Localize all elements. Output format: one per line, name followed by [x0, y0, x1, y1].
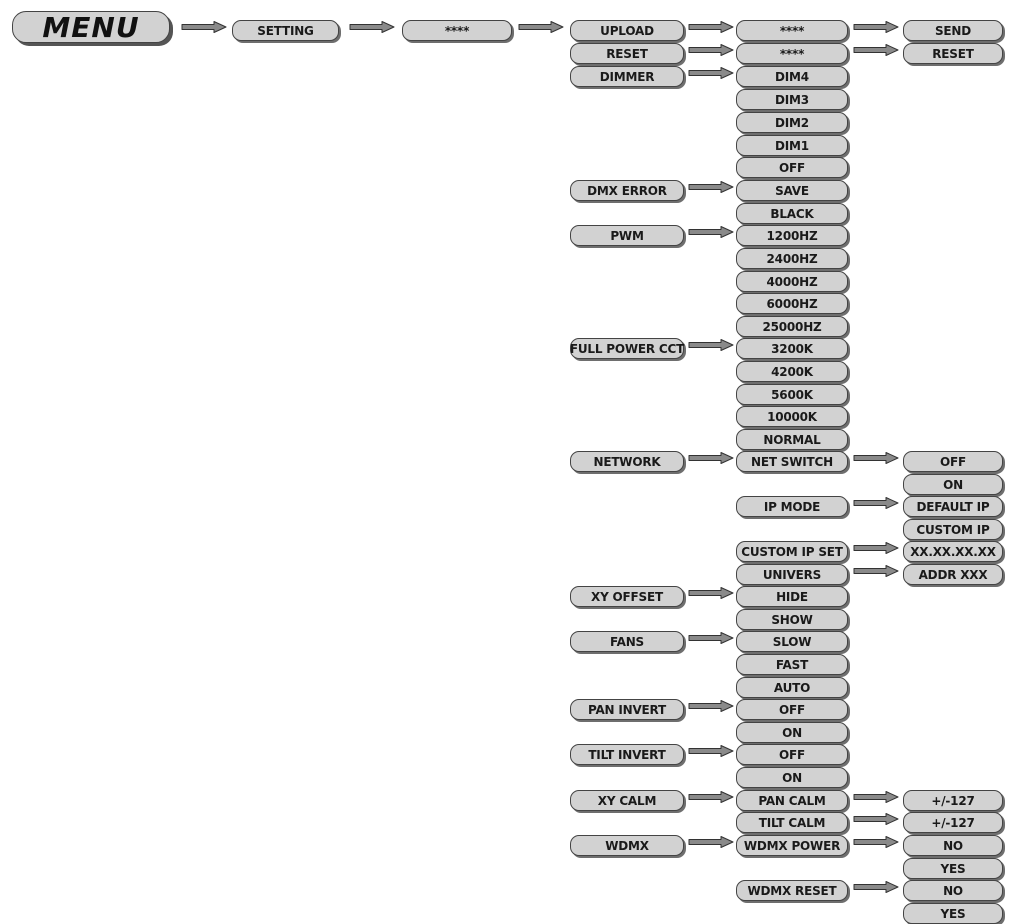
menu-item-upload[interactable]: UPLOAD — [570, 20, 684, 41]
menu-item-full-power-cct[interactable]: FULL POWER CCT — [570, 338, 684, 359]
option-slow[interactable]: SLOW — [736, 631, 848, 652]
option-1200hz[interactable]: 1200HZ — [736, 225, 848, 246]
arrow-right-icon — [853, 21, 899, 33]
option-25000hz[interactable]: 25000HZ — [736, 316, 848, 337]
arrow-right-icon — [688, 339, 734, 351]
option-custom-ip-set[interactable]: CUSTOM IP SET — [736, 541, 848, 562]
menu-item-password[interactable]: **** — [402, 20, 512, 41]
option-tilt-invert-on[interactable]: ON — [736, 767, 848, 788]
arrow-right-icon — [688, 21, 734, 33]
arrow-right-icon — [688, 226, 734, 238]
arrow-right-icon — [853, 497, 899, 509]
option-dimmer-off[interactable]: OFF — [736, 157, 848, 178]
suboption-custom-ip[interactable]: CUSTOM IP — [903, 519, 1003, 540]
menu-item-tilt-invert[interactable]: TILT INVERT — [570, 744, 684, 765]
suboption-ip-address[interactable]: XX.XX.XX.XX — [903, 541, 1003, 562]
suboption-send[interactable]: SEND — [903, 20, 1003, 41]
arrow-right-icon — [688, 745, 734, 757]
option-fast[interactable]: FAST — [736, 654, 848, 675]
menu-item-xy-calm[interactable]: XY CALM — [570, 790, 684, 811]
option-dim3[interactable]: DIM3 — [736, 89, 848, 110]
suboption-wdmx-reset-yes[interactable]: YES — [903, 903, 1003, 924]
option-pan-invert-off[interactable]: OFF — [736, 699, 848, 720]
arrow-right-icon — [853, 791, 899, 803]
suboption-wdmx-power-yes[interactable]: YES — [903, 858, 1003, 879]
option-wdmx-power[interactable]: WDMX POWER — [736, 835, 848, 856]
suboption-addr[interactable]: ADDR XXX — [903, 564, 1003, 585]
menu-item-reset[interactable]: RESET — [570, 43, 684, 64]
suboption-wdmx-power-no[interactable]: NO — [903, 835, 1003, 856]
arrow-right-icon — [688, 181, 734, 193]
option-normal[interactable]: NORMAL — [736, 429, 848, 450]
option-3200k[interactable]: 3200K — [736, 338, 848, 359]
option-save[interactable]: SAVE — [736, 180, 848, 201]
arrow-right-icon — [688, 700, 734, 712]
option-6000hz[interactable]: 6000HZ — [736, 293, 848, 314]
arrow-right-icon — [688, 791, 734, 803]
option-4000hz[interactable]: 4000HZ — [736, 271, 848, 292]
option-tilt-calm[interactable]: TILT CALM — [736, 812, 848, 833]
option-univers[interactable]: UNIVERS — [736, 564, 848, 585]
menu-item-fans[interactable]: FANS — [570, 631, 684, 652]
option-pan-invert-on[interactable]: ON — [736, 722, 848, 743]
option-pan-calm[interactable]: PAN CALM — [736, 790, 848, 811]
arrow-right-icon — [688, 452, 734, 464]
option-2400hz[interactable]: 2400HZ — [736, 248, 848, 269]
arrow-right-icon — [853, 836, 899, 848]
option-net-switch[interactable]: NET SWITCH — [736, 451, 848, 472]
arrow-right-icon — [688, 587, 734, 599]
arrow-right-icon — [688, 44, 734, 56]
suboption-tilt-calm-range[interactable]: +/-127 — [903, 812, 1003, 833]
menu-item-dimmer[interactable]: DIMMER — [570, 66, 684, 87]
option-dim2[interactable]: DIM2 — [736, 112, 848, 133]
option-show[interactable]: SHOW — [736, 609, 848, 630]
arrow-right-icon — [349, 21, 395, 33]
option-upload-password[interactable]: **** — [736, 20, 848, 41]
suboption-net-off[interactable]: OFF — [903, 451, 1003, 472]
arrow-right-icon — [853, 565, 899, 577]
menu-item-pwm[interactable]: PWM — [570, 225, 684, 246]
option-ip-mode[interactable]: IP MODE — [736, 496, 848, 517]
menu-item-setting[interactable]: SETTING — [232, 20, 339, 41]
menu-item-network[interactable]: NETWORK — [570, 451, 684, 472]
option-hide[interactable]: HIDE — [736, 586, 848, 607]
arrow-right-icon — [688, 67, 734, 79]
menu-item-xy-offset[interactable]: XY OFFSET — [570, 586, 684, 607]
arrow-right-icon — [688, 632, 734, 644]
menu-item-pan-invert[interactable]: PAN INVERT — [570, 699, 684, 720]
option-reset-password[interactable]: **** — [736, 43, 848, 64]
option-wdmx-reset[interactable]: WDMX RESET — [736, 880, 848, 901]
option-auto[interactable]: AUTO — [736, 677, 848, 698]
arrow-right-icon — [853, 542, 899, 554]
suboption-reset[interactable]: RESET — [903, 43, 1003, 64]
arrow-right-icon — [853, 813, 899, 825]
option-10000k[interactable]: 10000K — [736, 406, 848, 427]
arrow-right-icon — [518, 21, 564, 33]
option-dim1[interactable]: DIM1 — [736, 135, 848, 156]
option-dim4[interactable]: DIM4 — [736, 66, 848, 87]
arrow-right-icon — [688, 836, 734, 848]
arrow-right-icon — [853, 881, 899, 893]
menu-item-wdmx[interactable]: WDMX — [570, 835, 684, 856]
option-tilt-invert-off[interactable]: OFF — [736, 744, 848, 765]
menu-item-dmx-error[interactable]: DMX ERROR — [570, 180, 684, 201]
suboption-wdmx-reset-no[interactable]: NO — [903, 880, 1003, 901]
arrow-right-icon — [853, 452, 899, 464]
suboption-pan-calm-range[interactable]: +/-127 — [903, 790, 1003, 811]
option-4200k[interactable]: 4200K — [736, 361, 848, 382]
option-5600k[interactable]: 5600K — [736, 384, 848, 405]
suboption-default-ip[interactable]: DEFAULT IP — [903, 496, 1003, 517]
arrow-right-icon — [853, 44, 899, 56]
suboption-net-on[interactable]: ON — [903, 474, 1003, 495]
option-black[interactable]: BLACK — [736, 203, 848, 224]
menu-root[interactable]: MENU — [12, 11, 170, 43]
arrow-right-icon — [181, 21, 227, 33]
